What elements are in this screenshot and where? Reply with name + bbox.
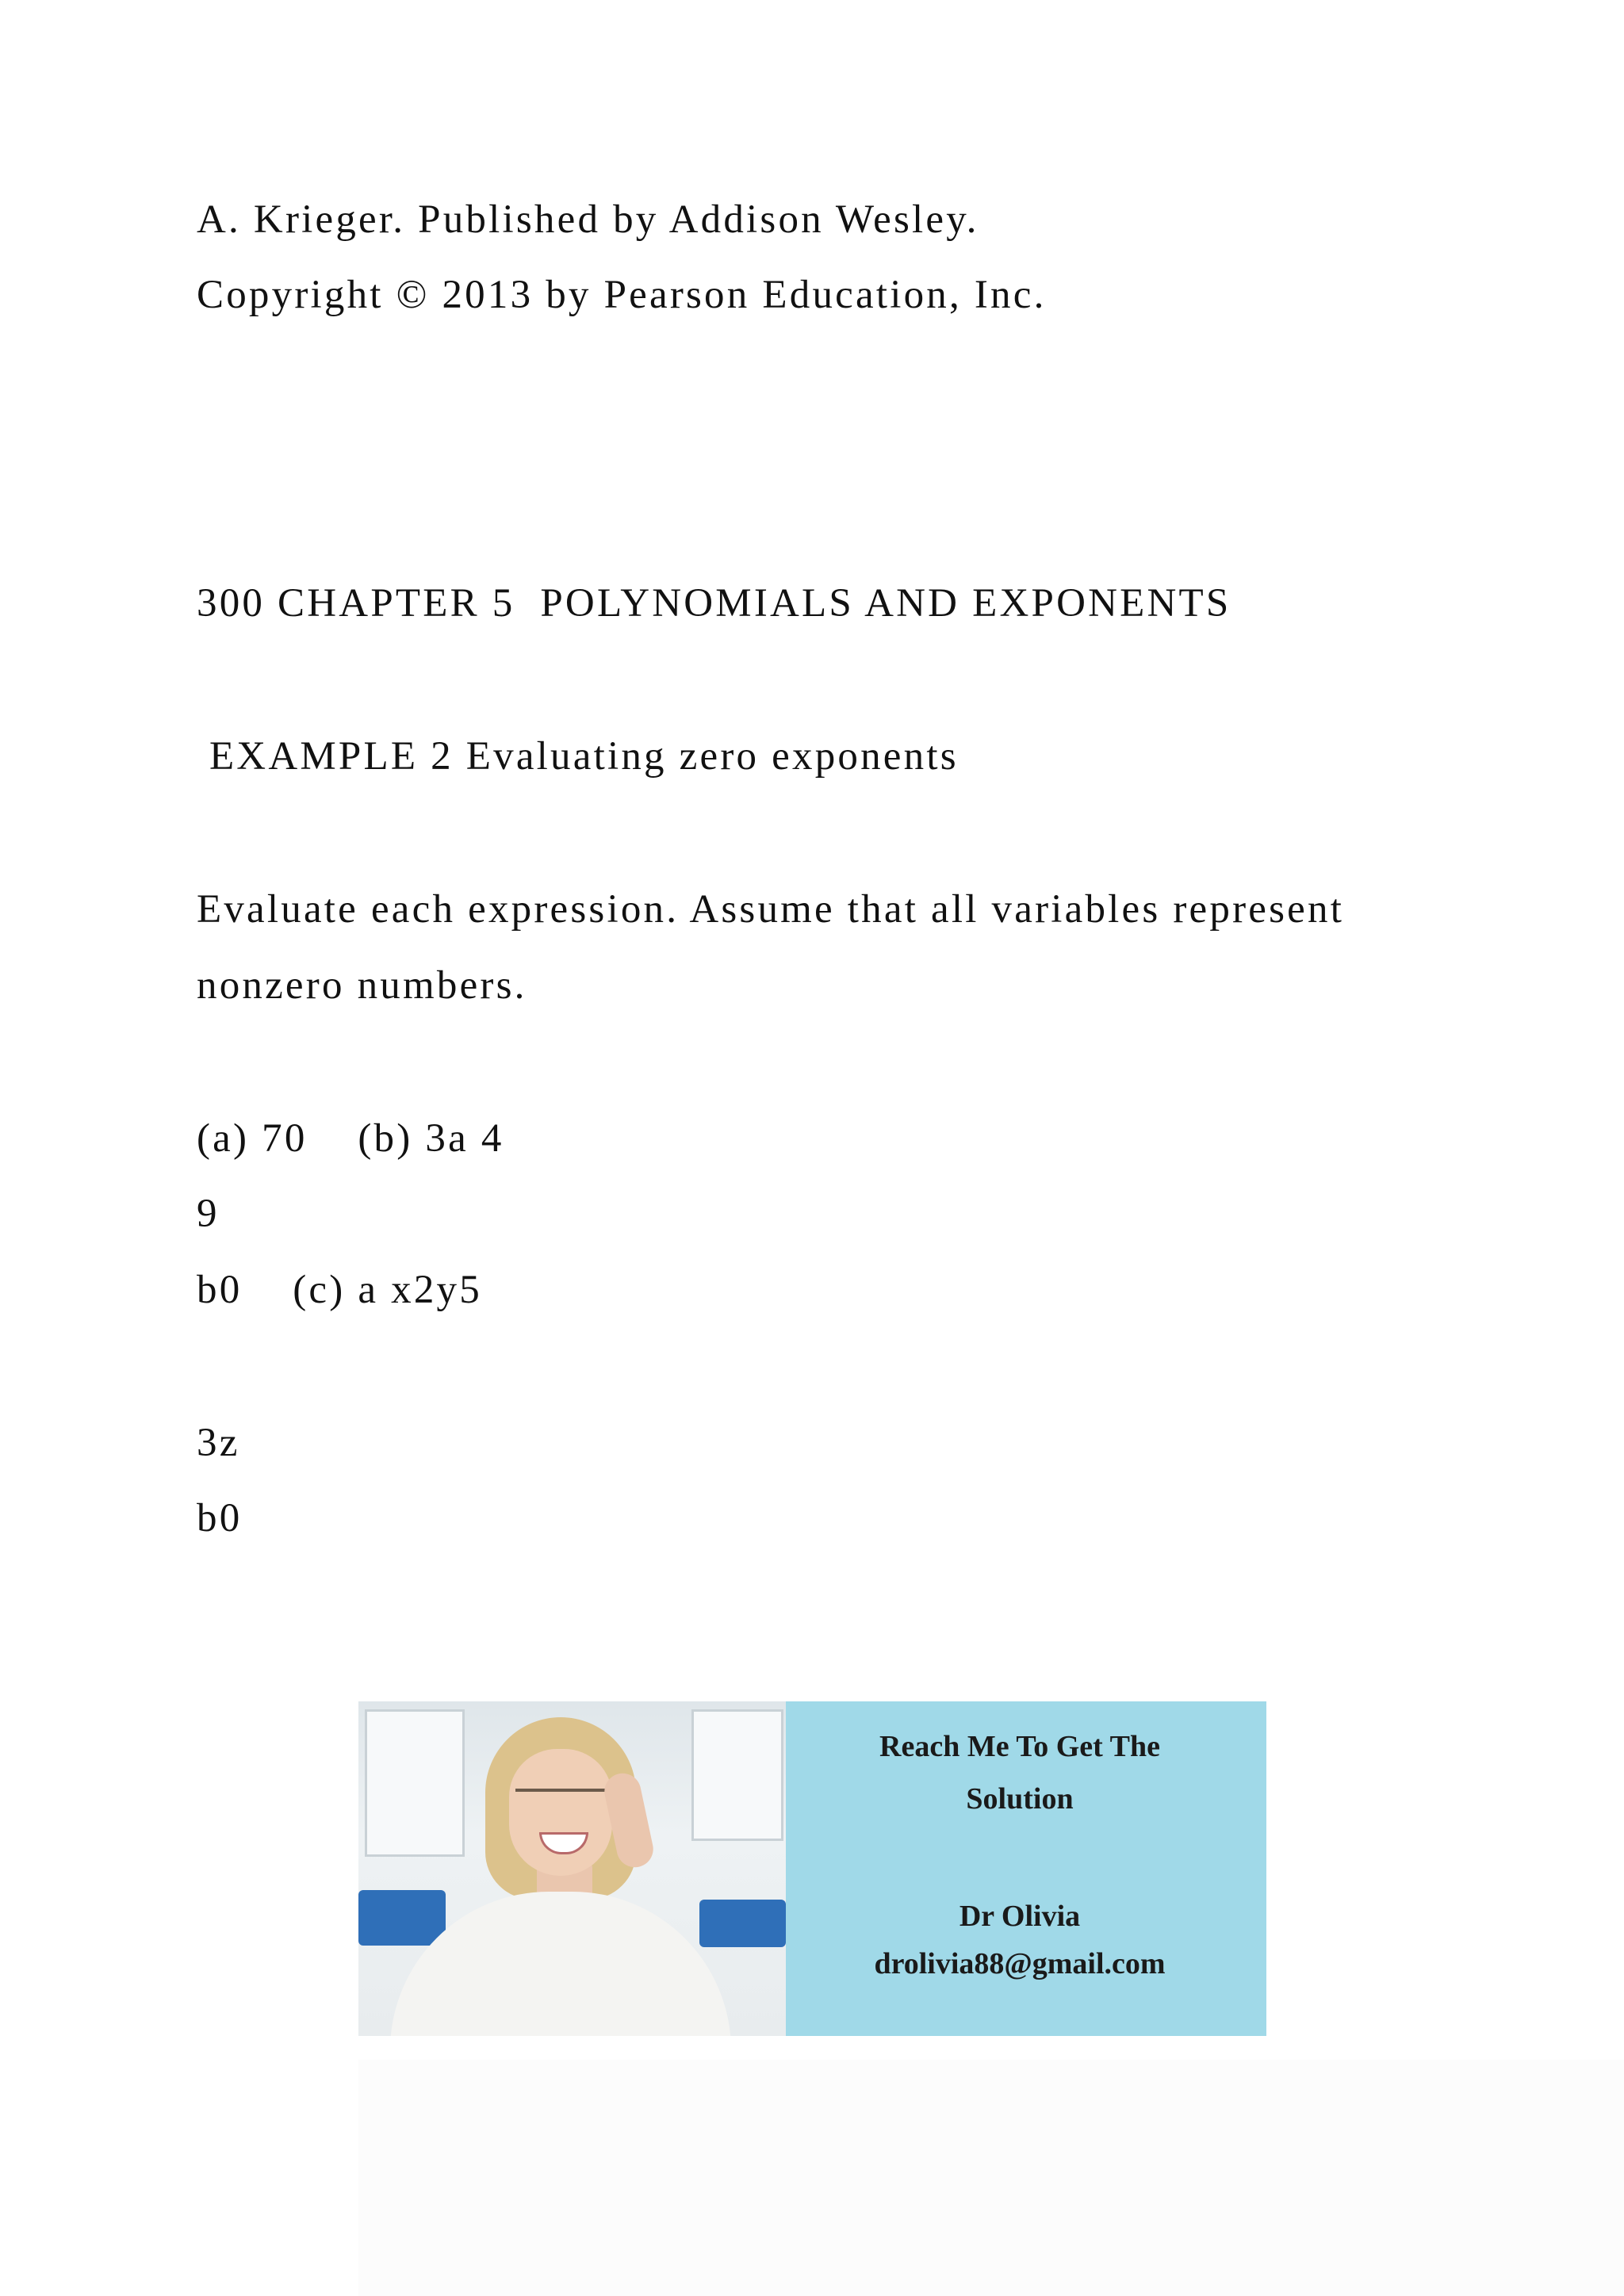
chair-shape — [699, 1900, 786, 1947]
banner-headline-continued: Solution — [966, 1782, 1074, 1816]
example-heading: EXAMPLE 2 Evaluating zero exponents — [197, 734, 959, 779]
chair-shape — [358, 1890, 446, 1946]
tutor-photo — [358, 1701, 786, 2036]
face-shape — [509, 1749, 612, 1876]
expression-line: b0 — [197, 1496, 243, 1540]
expression-line: (a) 70 (b) 3a 4 — [197, 1116, 504, 1161]
window-background — [691, 1709, 783, 1841]
banner-contact-name: Dr Olivia — [959, 1900, 1081, 1933]
expression-line: 3z — [197, 1421, 240, 1465]
window-background — [365, 1709, 465, 1857]
expression-line: b0 (c) a x2y5 — [197, 1268, 482, 1312]
credit-line: A. Krieger. Published by Addison Wesley. — [197, 197, 979, 242]
instruction-text-continued: nonzero numbers. — [197, 963, 527, 1008]
glasses-shape — [515, 1789, 606, 1812]
banner-contact-email: drolivia88@gmail.com — [874, 1947, 1166, 1980]
copyright-line: Copyright © 2013 by Pearson Education, Inc. — [197, 273, 1047, 317]
instruction-text: Evaluate each expression. Assume that all variables represent — [197, 887, 1345, 932]
faint-background-panel — [358, 2060, 1624, 2296]
banner-headline: Reach Me To Get The — [879, 1730, 1160, 1763]
chapter-heading: 300 CHAPTER 5 POLYNOMIALS AND EXPONENTS — [197, 581, 1231, 626]
banner-text-panel — [786, 1701, 1266, 2036]
expression-line: 9 — [197, 1192, 220, 1236]
contact-banner — [358, 1701, 1266, 2036]
